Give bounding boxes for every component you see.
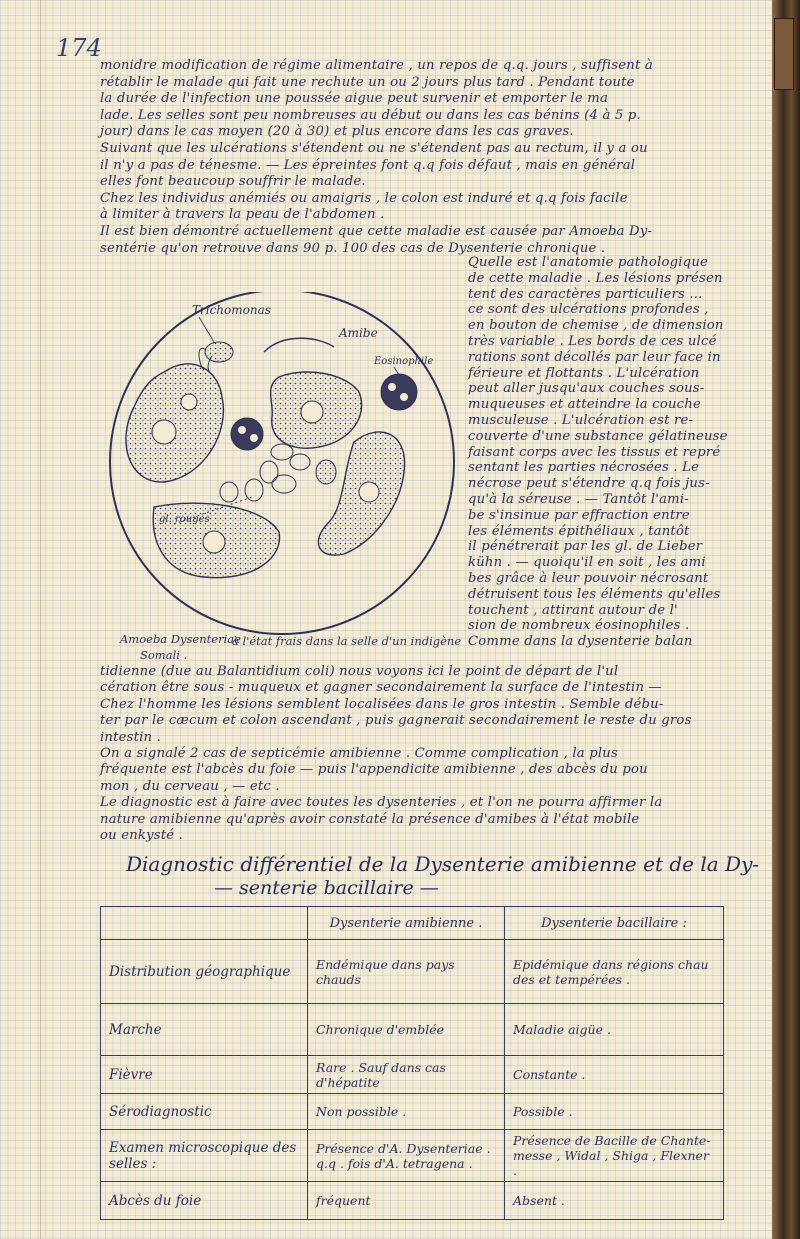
row-label: Distribution géographique (101, 940, 308, 1004)
figure-caption-right: à l'état frais dans la selle d'un indigène (232, 634, 462, 648)
figure-drawing (104, 292, 464, 637)
section-title: Diagnostic différentiel de la Dysenterie amibienne et de la Dy- (126, 852, 760, 876)
header-bacillaire: Dysenterie bacillaire : (505, 907, 724, 940)
table-row (101, 1004, 724, 1056)
text-line: Quelle est l'anatomie pathologique (468, 255, 709, 270)
cell-amibienne: Chronique d'emblée (308, 1004, 505, 1056)
text-line: On a signalé 2 cas de septicémie amibienne . Comme complication , la plus (100, 746, 618, 761)
table-header-row (101, 907, 724, 940)
cell-amibienne: Rare . Sauf dans cas d'hépatite (308, 1056, 505, 1094)
amoeba-left (126, 364, 224, 482)
text-line: détruisent tous les éléments qu'elles (468, 586, 721, 602)
text-line: nécrose peut s'étendre q.q fois jus- (468, 476, 710, 492)
header-cell-empty (101, 907, 308, 940)
text-line: bes grâce à leur pouvoir nécrosant (468, 571, 709, 586)
differential-table (100, 906, 724, 1220)
text-line: en bouton de chemise , de dimension (468, 318, 724, 334)
text-line: cération être sous - muqueux et gagner secondairement la surface de l'intestin — (100, 680, 662, 696)
row-label: Examen microscopique des selles : (101, 1130, 308, 1182)
cell-bacillaire: Epidémique dans régions chau des et tempérées . (505, 940, 724, 1004)
cell-bacillaire: Maladie aigüe . (505, 1004, 724, 1056)
table-row (101, 1056, 724, 1094)
text-line: de cette maladie . Les lésions présen (468, 270, 723, 286)
table-row (101, 1094, 724, 1130)
text-line: monidre modification de régime alimentaire , un repos de q.q. jours , suffisent à (100, 58, 653, 73)
text-line: touchent , attirant autour de l' (468, 602, 678, 618)
text-line: sion de nombreux éosinophiles . (468, 618, 690, 634)
spine-label (774, 18, 794, 90)
row-label: Marche (101, 1004, 308, 1056)
text-line: nature amibienne qu'après avoir constaté la présence d'amibes à l'état mobile (100, 811, 640, 827)
section-subtitle: — senterie bacillaire — (214, 877, 439, 899)
text-line: rétablir le malade qui fait une rechute un ou 2 jours plus tard . Pendant toute (100, 74, 635, 90)
cell-amibienne: Présence d'A. Dysenteriae . q.q . fois d'A. tetragena . (308, 1130, 505, 1182)
text-line: kühn . — quoiqu'il en soit , les ami (468, 555, 706, 571)
label-trichomonas: Trichomonas (192, 303, 271, 317)
microscope-figure (104, 292, 464, 637)
text-line: il n'y a pas de ténesme. — Les épreintes font q.q fois défaut , mais en général (100, 157, 636, 173)
cell-amibienne: fréquent (308, 1182, 505, 1220)
trichomonas-cell (205, 342, 233, 362)
text-line: ou enkysté . (100, 828, 184, 843)
text-line: muqueuses et atteindre la couche (468, 397, 701, 413)
cell-bacillaire: Présence de Bacille de Chante- messe , Widal , Shiga , Flexner . (505, 1130, 724, 1182)
label-eosinophile: Eosinophile (374, 356, 434, 367)
text-line: lade. Les selles sont peu nombreuses au début ou dans les cas bénins (4 à 5 p. (100, 107, 641, 123)
text-line: sentérie qu'on retrouve dans 90 p. 100 des cas de Dysenterie chronique . (100, 240, 606, 256)
text-line: Comme dans la dysenterie balan (468, 634, 693, 650)
text-line: très variable . Les bords de ces ulcé (468, 334, 717, 349)
text-line: jour) dans le cas moyen (20 à 30) et plus encore dans les cas graves. (100, 124, 574, 140)
cell-bacillaire: Absent . (505, 1182, 724, 1220)
text-line: couverte d'une substance gélatineuse (468, 428, 728, 444)
text-line: sentant les parties nécrosées . Le (468, 460, 700, 476)
text-line: Chez l'homme les lésions semblent localisées dans le gros intestin . Semble débu- (100, 696, 664, 712)
cell-bacillaire: Constante . (505, 1056, 724, 1094)
table-row (101, 1182, 724, 1220)
text-line: férieure et flottants . L'ulcération (468, 365, 700, 381)
text-line: il pénétrerait par les gl. de Lieber (468, 539, 703, 555)
row-label: Abcès du foie (101, 1182, 308, 1220)
label-gl-rouges: gl. rouges (159, 514, 210, 525)
text-line: tent des caractères particuliers ... (468, 286, 703, 302)
text-line: be s'insinue par effraction entre (468, 507, 690, 523)
text-line: musculeuse . L'ulcération est re- (468, 413, 694, 428)
cell-bacillaire: Possible . (505, 1094, 724, 1130)
text-line: elles font beaucoup souffrir le malade. (100, 174, 366, 190)
text-line: rations sont décollés par leur face in (468, 349, 721, 365)
text-line: la durée de l'infection une poussée aigue peut survenir et emporter le ma (100, 91, 609, 107)
text-line: faisant corps avec les tissus et repré (468, 444, 721, 460)
red-cell (271, 444, 293, 460)
text-line: Suivant que les ulcérations s'étendent ou ne s'étendent pas au rectum, il y a ou (100, 141, 648, 156)
label-amibe: Amibe (339, 326, 378, 340)
text-line: ce sont des ulcérations profondes , (468, 302, 709, 318)
margin-rule (40, 0, 41, 1239)
header-amibienne: Dysenterie amibienne . (308, 907, 505, 940)
text-line: Le diagnostic est à faire avec toutes les dysenteries , et l'on ne pourra affirmer la (100, 795, 663, 811)
text-line: Il est bien démontré actuellement que cette maladie est causée par Amoeba Dy- (100, 224, 653, 239)
row-label: Fièvre (101, 1056, 308, 1094)
text-line: peut aller jusqu'aux couches sous- (468, 381, 705, 397)
table-row (101, 940, 724, 1004)
text-line: les éléments épithéliaux , tantôt (468, 523, 690, 539)
table-row (101, 1130, 724, 1182)
text-line: ter par le cæcum et colon ascendant , puis gagnerait secondairement le reste du gros (100, 713, 692, 729)
cell-amibienne: Non possible . (308, 1094, 505, 1130)
text-line: mon , du cerveau , — etc . (100, 778, 280, 794)
eosinophile-cell-2 (231, 418, 263, 450)
text-line: qu'à la séreuse . — Tantôt l'ami- (468, 492, 689, 507)
notebook-spine (772, 0, 800, 1239)
text-line: intestin . (100, 729, 161, 745)
text-line: tidienne (due au Balantidium coli) nous voyons ici le point de départ de l'ul (100, 664, 619, 679)
text-line: à limiter à travers la peau de l'abdomen . (100, 207, 385, 223)
page-number: 174 (56, 34, 102, 62)
cell-amibienne: Endémique dans pays chauds (308, 940, 505, 1004)
figure-caption-left-2: Somali . (140, 648, 188, 662)
eosinophile-cell (381, 374, 417, 410)
row-label: Sérodiagnostic (101, 1094, 308, 1130)
figure-caption-left: Amoeba Dysenteriae (120, 632, 241, 646)
text-line: fréquente est l'abcès du foie — puis l'appendicite amibienne , des abcès du pou (100, 762, 648, 778)
text-line: Chez les individus anémiés ou amaigris , le colon est induré et q.q fois facile (100, 190, 628, 206)
